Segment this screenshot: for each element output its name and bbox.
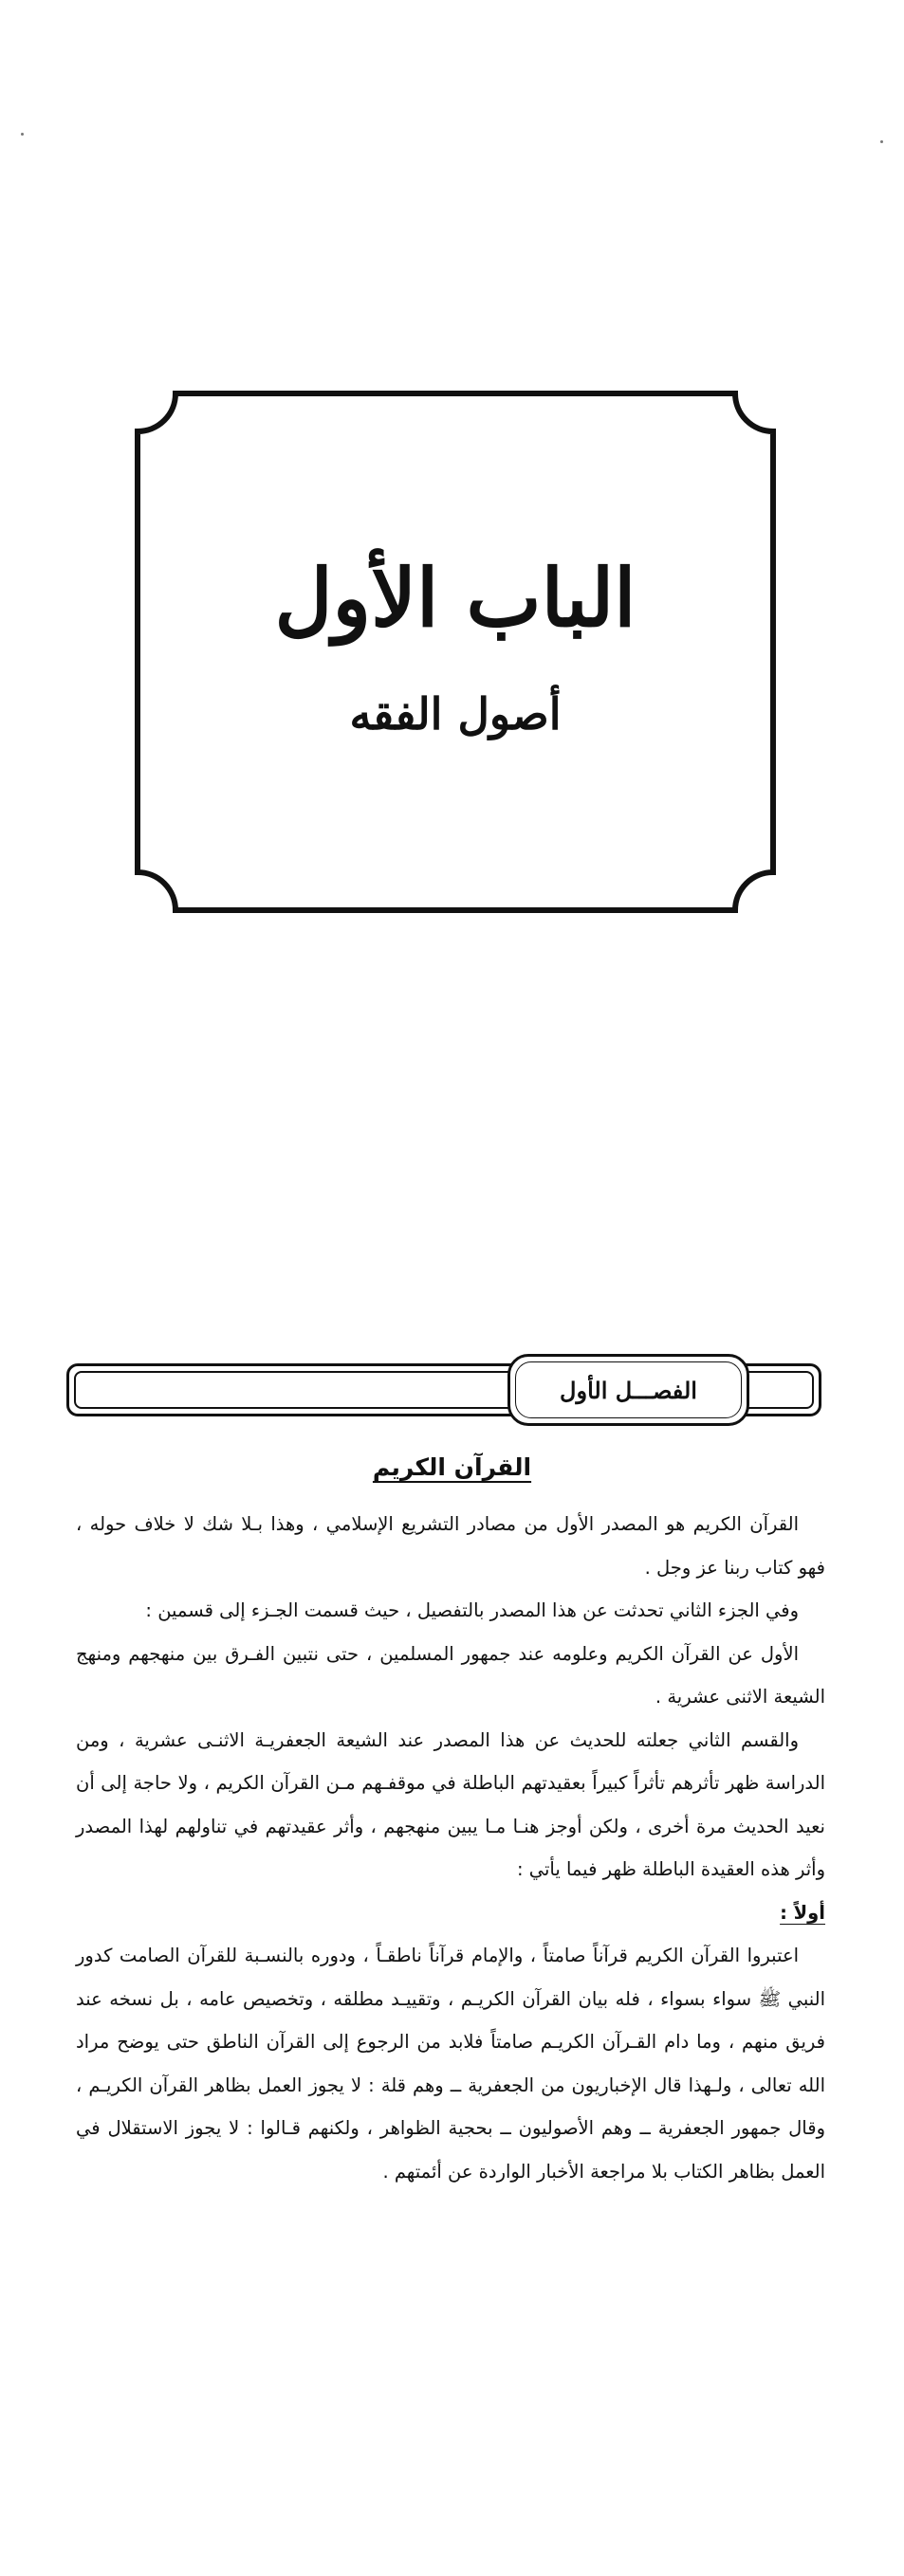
chapter-label: الفصـــل الأول [560, 1376, 697, 1404]
scan-speck [21, 133, 24, 136]
chapter-banner [66, 1354, 821, 1426]
section-body [76, 1503, 825, 2193]
paragraph: الأول عن القرآن الكريم وعلومه عند جمهور المسلمين ، حتى نتبين الفـرق بين منهجهم ومنهج الشيعة الاثنى عشرية . [76, 1642, 825, 1708]
paragraph: والقسم الثاني جعلته للحديث عن هذا المصدر عند الشيعة الجعفريـة الاثنـى عشرية ، ومن الدراسة ظهر تأثرهم تأثراً كبيراً بعقيدتهم الباطلة في موقفـهم مـن القرآن الكريم ، ولا حاجة إلى أن نعيد الحديث مرة أخرى ، ولكن أوجز هنـا مـا يبين منهجهم ، وأثر عقيدتهم في تناولهم لهذا المصدر وأثر هذه العقيدة الباطلة ظهر فيما يأتي : [76, 1728, 825, 1880]
section-title: القرآن الكريم [372, 1453, 532, 1481]
paragraph: القرآن الكريم هو المصدر الأول من مصادر التشريع الإسلامي ، وهذا بـلا شك لا خلاف حوله ، فهو كتاب ربنا عز وجل . [76, 1513, 825, 1579]
part-title: الباب الأول [274, 551, 636, 645]
part-subtitle: أصول الفقه [349, 688, 562, 740]
chapter-tab [507, 1354, 749, 1426]
part-title-frame [133, 389, 778, 915]
part-title-block [133, 389, 778, 915]
subsection-heading: أولاً : [780, 1901, 825, 1924]
scan-speck [880, 140, 883, 143]
paragraph: وفي الجزء الثاني تحدثت عن هذا المصدر بالتفصيل ، حيث قسمت الجـزء إلى قسمين : [145, 1599, 799, 1621]
paragraph: اعتبروا القرآن الكريم قرآناً صامتاً ، والإمام قرآناً ناطقـاً ، ودوره بالنسـبة للقرآن الصامت كدور النبي ﷺ سواء بسواء ، فله بيان القرآن الكريـم ، وتقييـد مطلقه ، وتخصيص عامه ، بل نسخه عند فريق منهم ، وما دام القـرآن الكريـم صامتاً فلابد من الرجوع إلى القرآن الناطق حتى يوضح مراد الله تعالى ، ولـهذا قال الإخباريون من الجعفرية ــ وهم قلة : لا يجوز العمل بظاهر القرآن الكريـم ، وقال جمهور الجعفرية ــ وهم الأصوليون ــ بحجية الظواهر ، ولكنهم قـالوا : لا يجوز الاستقلال في العمل بظاهر الكتاب بلا مراجعة الأخبار الواردة عن أئمتهم . [76, 1945, 825, 2183]
